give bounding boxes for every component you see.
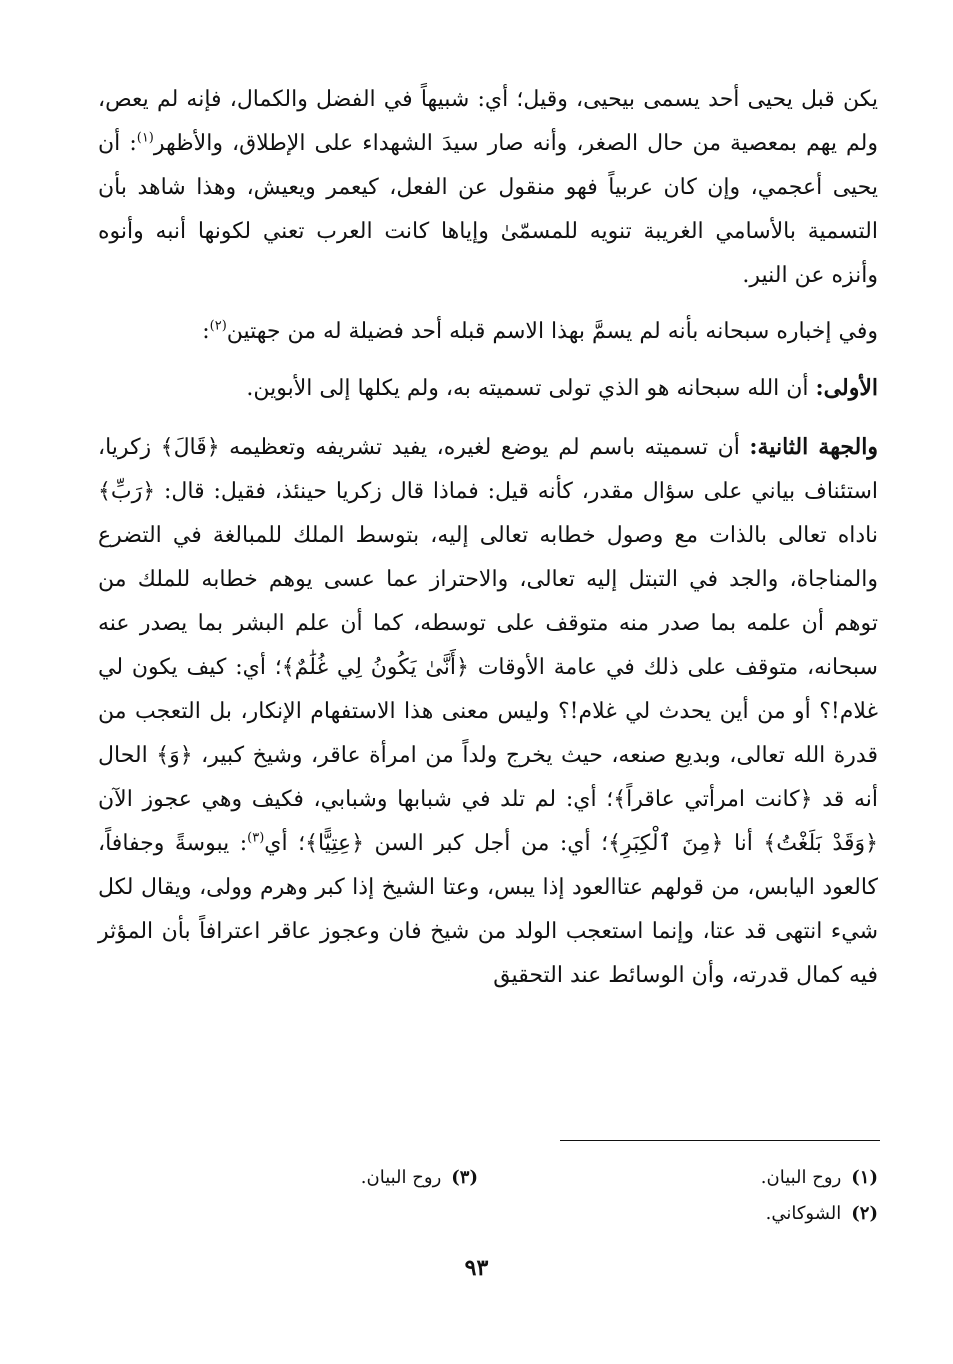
footnote-3-number: (٣) — [451, 1167, 478, 1188]
footnote-ref-1: (١) — [136, 130, 154, 146]
footnote-1-number: (١) — [851, 1167, 878, 1188]
footnote-row-2 — [98, 1196, 878, 1232]
footnote-1-text: روح البيان. — [760, 1167, 842, 1188]
paragraph-4-text: أن تسميته باسم لم يوضع لغيره، يفيد تشريفه وتعظيمه ﴿قَالَ﴾ زكريا، استئناف بياني على سؤال مقدر، كأنه قيل: فماذا قال زكريا حينئذ، فقيل: قال: ﴿رَبِّ﴾ ناداه تعالى بالذات مع وصول خطابه تعالى إليه، بتوسط الملك للمبالغة في التضرع والمناجاة، والجد في التبتل إليه تعالى، والاحتراز عما عسى يوهم خطابه للملك من توهم أن علمه بما صدر منه متوقف على توسطه، كما أن علم البشر بما يصدر عنه سبحانه، متوقف على ذلك في عامة الأوقات ﴿أَنَّىٰ يَكُونُ لِي غُلَٰمٌ﴾؛ أي: كيف يكون لي غلام!؟ أو من أين يحدث لي غلام!؟ وليس معنى هذا الاستفهام الإنكار، بل التعجب من قدرة الله تعالى، وبديع صنعه، حيث يخرج ولداً من امرأة عاقر، وشيخ كبير، ﴿وَ﴾ الحال أنه قد ﴿كانت امرأتي عاقراً﴾؛ أي: لم تلد في شبابها وشبابي، فكيف وهي عجوز الآن ﴿وَقَدْ بَلَغْتُ﴾ أنا ﴿مِنَ ٱلْكِبَرِ﴾؛ أي: من أجل كبر السن ﴿عِتِيًّا﴾؛ أي — [98, 435, 878, 856]
footnote-3-text: روح البيان. — [360, 1167, 442, 1188]
paragraph-3 — [98, 366, 878, 411]
footnotes — [98, 1160, 878, 1232]
footnote-2-number: (٢) — [851, 1203, 878, 1224]
paragraph-3-lead: الأولى: — [815, 375, 878, 401]
paragraph-4-lead: والجهة الثانية: — [749, 434, 878, 460]
paragraph-4-text-cont: : يبوسةً وجفافاً، كالعود اليابس، من قولهم عتاالعود إذا يبس، وعتا الشيخ إذا كبر وهرم وولى، ويقال لكل شيء انتهى قد عتا، وإنما استعجب الولد من شيخ فان وعجوز عاقر اعترافاً بأن المؤثر فيه كمال قدرته، وأن الوسائط عند التحقيق — [98, 831, 878, 988]
footnote-ref-3: (٣) — [247, 830, 265, 846]
paragraph-1-text: يكن قبل يحيى أحد يسمى بيحيى، وقيل؛ أي: شبيهاً في الفضل والكمال، فإنه لم يعص، ولم يهم بمعصية من حال الصغر، وأنه صار سيدَ الشهداء على الإطلاق، والأظهر — [98, 87, 878, 156]
paragraph-1 — [98, 78, 878, 298]
footnote-row-1 — [98, 1160, 878, 1196]
paragraph-2 — [98, 312, 878, 352]
footnote-separator — [560, 1140, 880, 1141]
main-text — [98, 78, 878, 998]
paragraph-2-text-cont: : — [202, 319, 210, 344]
footnote-3 — [361, 1160, 478, 1196]
footnote-2-text: الشوكاني. — [765, 1203, 842, 1224]
paragraph-4 — [98, 425, 878, 998]
paragraph-1-text-cont: : أن يحيى أعجمي، وإن كان عربياً فهو منقول عن الفعل، كيعمر ويعيش، وهذا شاهد بأن التسمية بالأسامي الغريبة تنويه للمسمّىٰ وإياها كانت العرب تعني لكونها أنبه وأنوه وأنزه عن النير. — [98, 131, 878, 288]
footnote-1 — [761, 1160, 878, 1196]
page-number: ٩٣ — [464, 1255, 489, 1281]
paragraph-3-text: أن الله سبحانه هو الذي تولى تسميته به، ولم يكلها إلى الأبوين. — [246, 376, 816, 401]
footnote-ref-2: (٢) — [209, 318, 227, 334]
paragraph-2-text: وفي إخباره سبحانه بأنه لم يسمَّ بهذا الاسم قبله أحد فضيلة له من جهتين — [226, 319, 878, 344]
footnote-2 — [766, 1196, 878, 1232]
